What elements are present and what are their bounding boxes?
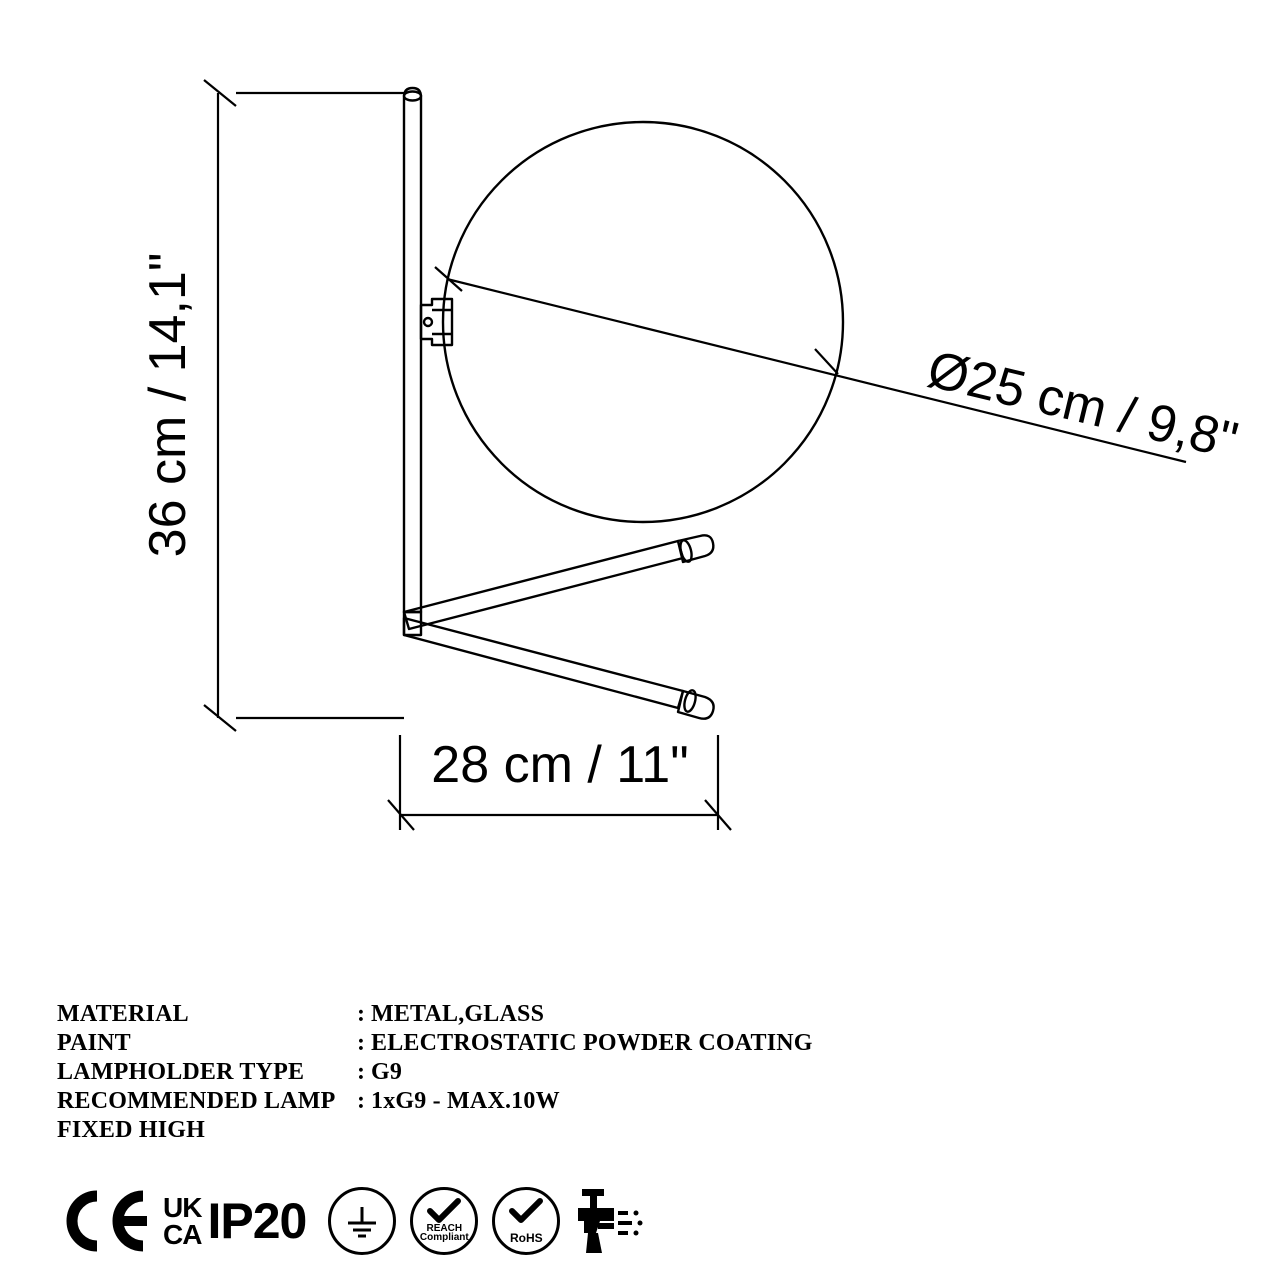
reach-compliant-icon <box>410 1187 478 1255</box>
spec-label: LAMPHOLDER TYPE <box>57 1059 305 1085</box>
spec-value: ELECTROSTATIC POWDER COATING <box>371 1030 813 1056</box>
spray-gun-icon <box>574 1187 646 1255</box>
diameter-label: Ø25 cm / 9,8" <box>922 340 1244 471</box>
spec-colon: : <box>357 1059 366 1085</box>
rohs-compliant-icon <box>492 1187 560 1255</box>
spec-colon: : <box>357 1088 366 1114</box>
spec-label: RECOMMENDED LAMP <box>57 1088 336 1114</box>
spec-label: FIXED HIGH <box>57 1117 206 1143</box>
rohs-label: RoHS <box>509 1231 543 1245</box>
spec-row <box>57 1029 813 1058</box>
reach-line-2: Compliant <box>419 1232 469 1243</box>
spec-row <box>57 1116 813 1145</box>
powder-coating-badge <box>574 1187 646 1255</box>
height-dimension <box>204 80 404 731</box>
compliance-badges <box>57 1186 660 1256</box>
ce-mark-badge <box>57 1190 149 1252</box>
spec-row <box>57 1058 813 1087</box>
spec-label: MATERIAL <box>57 1001 189 1027</box>
ip-rating-label: IP20 <box>207 1193 307 1249</box>
ce-mark-icon <box>57 1190 149 1252</box>
lamp-body <box>404 88 843 719</box>
glass-globe <box>443 122 843 522</box>
spec-colon <box>357 1116 371 1145</box>
spec-colon: : <box>357 1001 366 1027</box>
spec-value: 1xG9 - MAX.10W <box>371 1088 560 1114</box>
reach-line-1: REACH <box>426 1223 463 1234</box>
spec-label: PAINT <box>57 1030 131 1056</box>
spec-value: G9 <box>371 1059 403 1085</box>
ukca-line-2: CA <box>163 1219 202 1250</box>
earth-ground-icon <box>328 1187 396 1255</box>
height-dimension-label: 36 cm / 14,1" <box>139 252 197 558</box>
spec-value: METAL,GLASS <box>371 1001 545 1027</box>
ukca-mark-icon <box>163 1194 201 1248</box>
spec-row <box>57 1000 813 1029</box>
spec-colon: : <box>357 1030 366 1056</box>
width-dimension-label: 28 cm / 11" <box>431 736 689 794</box>
spec-row <box>57 1087 813 1116</box>
ukca-line-1: UK <box>163 1192 202 1223</box>
specification-table <box>57 1000 813 1145</box>
